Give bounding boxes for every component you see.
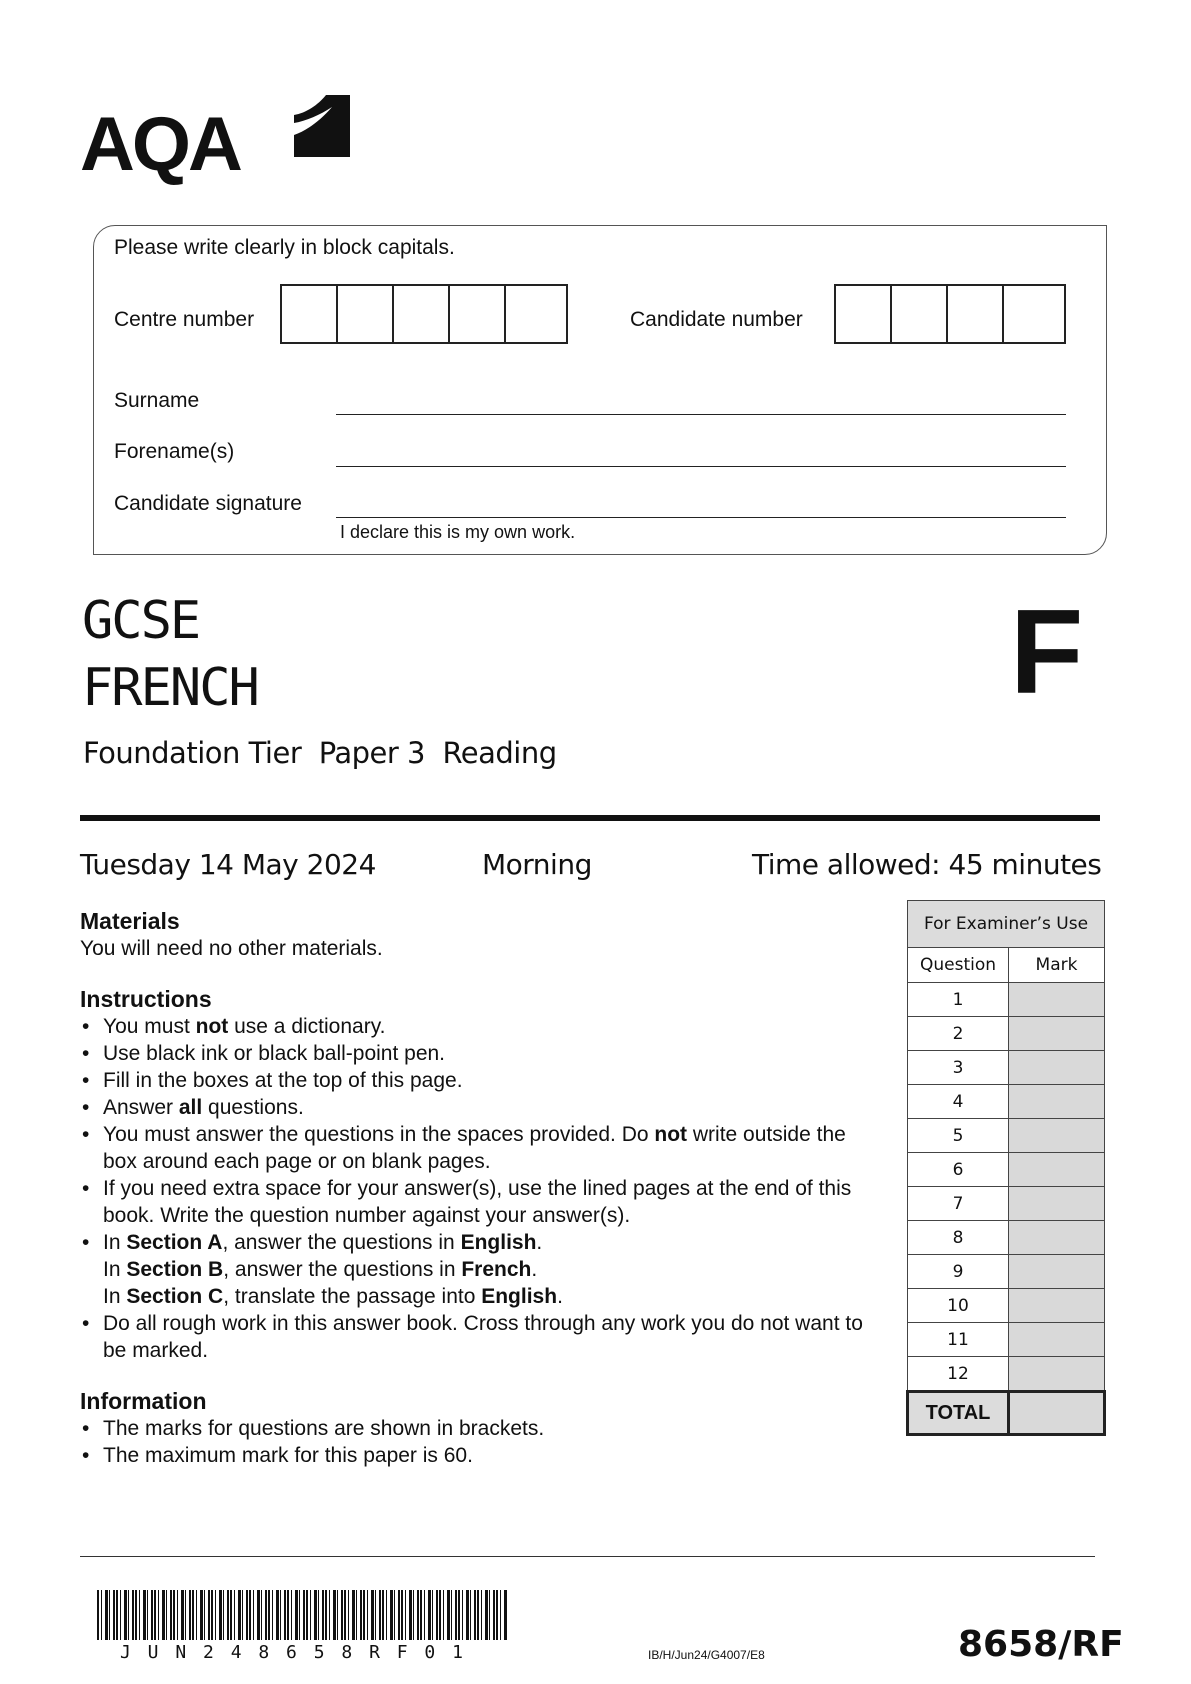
list-item: • Do all rough work in this answer book. Cross through any work you do not want to be marked.	[80, 1310, 870, 1364]
centre-digit-box[interactable]	[394, 286, 450, 342]
materials-text: You will need no other materials.	[80, 937, 383, 960]
logo-mark-icon	[286, 95, 350, 157]
centre-digit-box[interactable]	[282, 286, 338, 342]
mark-cell[interactable]	[1009, 1153, 1105, 1187]
question-number: 7	[908, 1187, 1009, 1221]
time-allowed: Time allowed: 45 minutes	[752, 848, 1102, 881]
list-item: • The marks for questions are shown in brackets.	[80, 1415, 870, 1442]
instructions-heading: Instructions	[80, 986, 212, 1012]
list-item: • Answer all questions.	[80, 1094, 870, 1121]
centre-digit-box[interactable]	[450, 286, 506, 342]
question-column-header: Question	[908, 948, 1009, 983]
signature-line[interactable]	[336, 517, 1066, 518]
barcode	[97, 1590, 507, 1640]
candidate-number-label: Candidate number	[630, 308, 803, 331]
paper-subtitle	[83, 736, 557, 770]
exam-session: Morning	[482, 848, 592, 881]
centre-number-boxes[interactable]	[280, 284, 568, 344]
information-list	[80, 1415, 870, 1469]
question-number: 10	[908, 1289, 1009, 1323]
candidate-digit-box[interactable]	[892, 286, 948, 342]
total-label: TOTAL	[908, 1392, 1009, 1435]
candidate-number-boxes[interactable]	[834, 284, 1066, 344]
mark-cell[interactable]	[1009, 1255, 1105, 1289]
question-number: 11	[908, 1323, 1009, 1357]
mark-cell[interactable]	[1009, 1187, 1105, 1221]
examiners-use-title: For Examiner’s Use	[908, 901, 1105, 948]
question-number: 6	[908, 1153, 1009, 1187]
document-reference: IB/H/Jun24/G4007/E8	[648, 1648, 765, 1662]
candidate-digit-box[interactable]	[948, 286, 1004, 342]
examiners-use-table	[906, 900, 1106, 1436]
candidate-digit-box[interactable]	[836, 286, 892, 342]
paper-number: Paper 3	[318, 736, 425, 770]
qualification-title: GCSE	[82, 591, 200, 651]
list-item: • You must answer the questions in the spaces provided. Do not write outside the box around each page or on blank pages.	[80, 1121, 870, 1175]
mark-cell[interactable]	[1009, 1017, 1105, 1051]
list-item: • Use black ink or black ball-point pen.	[80, 1040, 870, 1067]
tier-name: Foundation Tier	[83, 736, 302, 770]
title-rule	[80, 815, 1100, 821]
block-capitals-instruction: Please write clearly in block capitals.	[114, 236, 455, 259]
information-heading: Information	[80, 1388, 207, 1414]
instructions-list	[80, 1013, 870, 1364]
surname-label: Surname	[114, 389, 200, 412]
mark-cell[interactable]	[1009, 1051, 1105, 1085]
question-number: 9	[908, 1255, 1009, 1289]
paper-code: 8658/RF	[958, 1624, 1124, 1665]
list-item: • If you need extra space for your answer(s), use the lined pages at the end of this book. Write the question number against your answer(s).	[80, 1175, 870, 1229]
signature-label: Candidate signature	[114, 492, 302, 515]
candidate-details-box	[93, 225, 1107, 555]
surname-line[interactable]	[336, 414, 1066, 415]
mark-column-header: Mark	[1009, 948, 1105, 983]
mark-cell[interactable]	[1009, 1119, 1105, 1153]
total-mark-cell[interactable]	[1009, 1392, 1105, 1435]
forenames-label: Forename(s)	[114, 440, 235, 463]
candidate-digit-box[interactable]	[1004, 286, 1060, 342]
list-item: • You must not use a dictionary.	[80, 1013, 870, 1040]
declaration-text: I declare this is my own work.	[340, 522, 576, 542]
materials-heading: Materials	[80, 908, 180, 934]
mark-cell[interactable]	[1009, 1085, 1105, 1119]
question-number: 1	[908, 983, 1009, 1017]
footer-rule	[80, 1556, 1095, 1557]
logo-text: AQA	[80, 102, 240, 187]
question-number: 12	[908, 1357, 1009, 1392]
exam-date: Tuesday 14 May 2024	[80, 848, 376, 881]
question-number: 8	[908, 1221, 1009, 1255]
question-number: 5	[908, 1119, 1009, 1153]
centre-digit-box[interactable]	[338, 286, 394, 342]
tier-letter: F	[1010, 585, 1084, 719]
paper-component: Reading	[442, 736, 557, 770]
question-number: 3	[908, 1051, 1009, 1085]
list-item: • Fill in the boxes at the top of this page.	[80, 1067, 870, 1094]
centre-digit-box[interactable]	[506, 286, 562, 342]
barcode-text: J U N 2 4 8 6 5 8 R F 0 1	[120, 1642, 466, 1663]
forenames-line[interactable]	[336, 466, 1066, 467]
mark-cell[interactable]	[1009, 1323, 1105, 1357]
question-number: 4	[908, 1085, 1009, 1119]
mark-cell[interactable]	[1009, 1289, 1105, 1323]
mark-cell[interactable]	[1009, 1357, 1105, 1392]
rubric	[80, 908, 870, 1469]
question-number: 2	[908, 1017, 1009, 1051]
list-item: • The maximum mark for this paper is 60.	[80, 1442, 870, 1469]
subject-title: FRENCH	[82, 658, 258, 718]
list-item: • In Section A, answer the questions in English. In Section B, answer the questions in French. In Section C, translate the passage into English.	[80, 1229, 870, 1310]
aqa-logo	[80, 95, 350, 185]
mark-cell[interactable]	[1009, 983, 1105, 1017]
centre-number-label: Centre number	[114, 308, 255, 331]
mark-cell[interactable]	[1009, 1221, 1105, 1255]
